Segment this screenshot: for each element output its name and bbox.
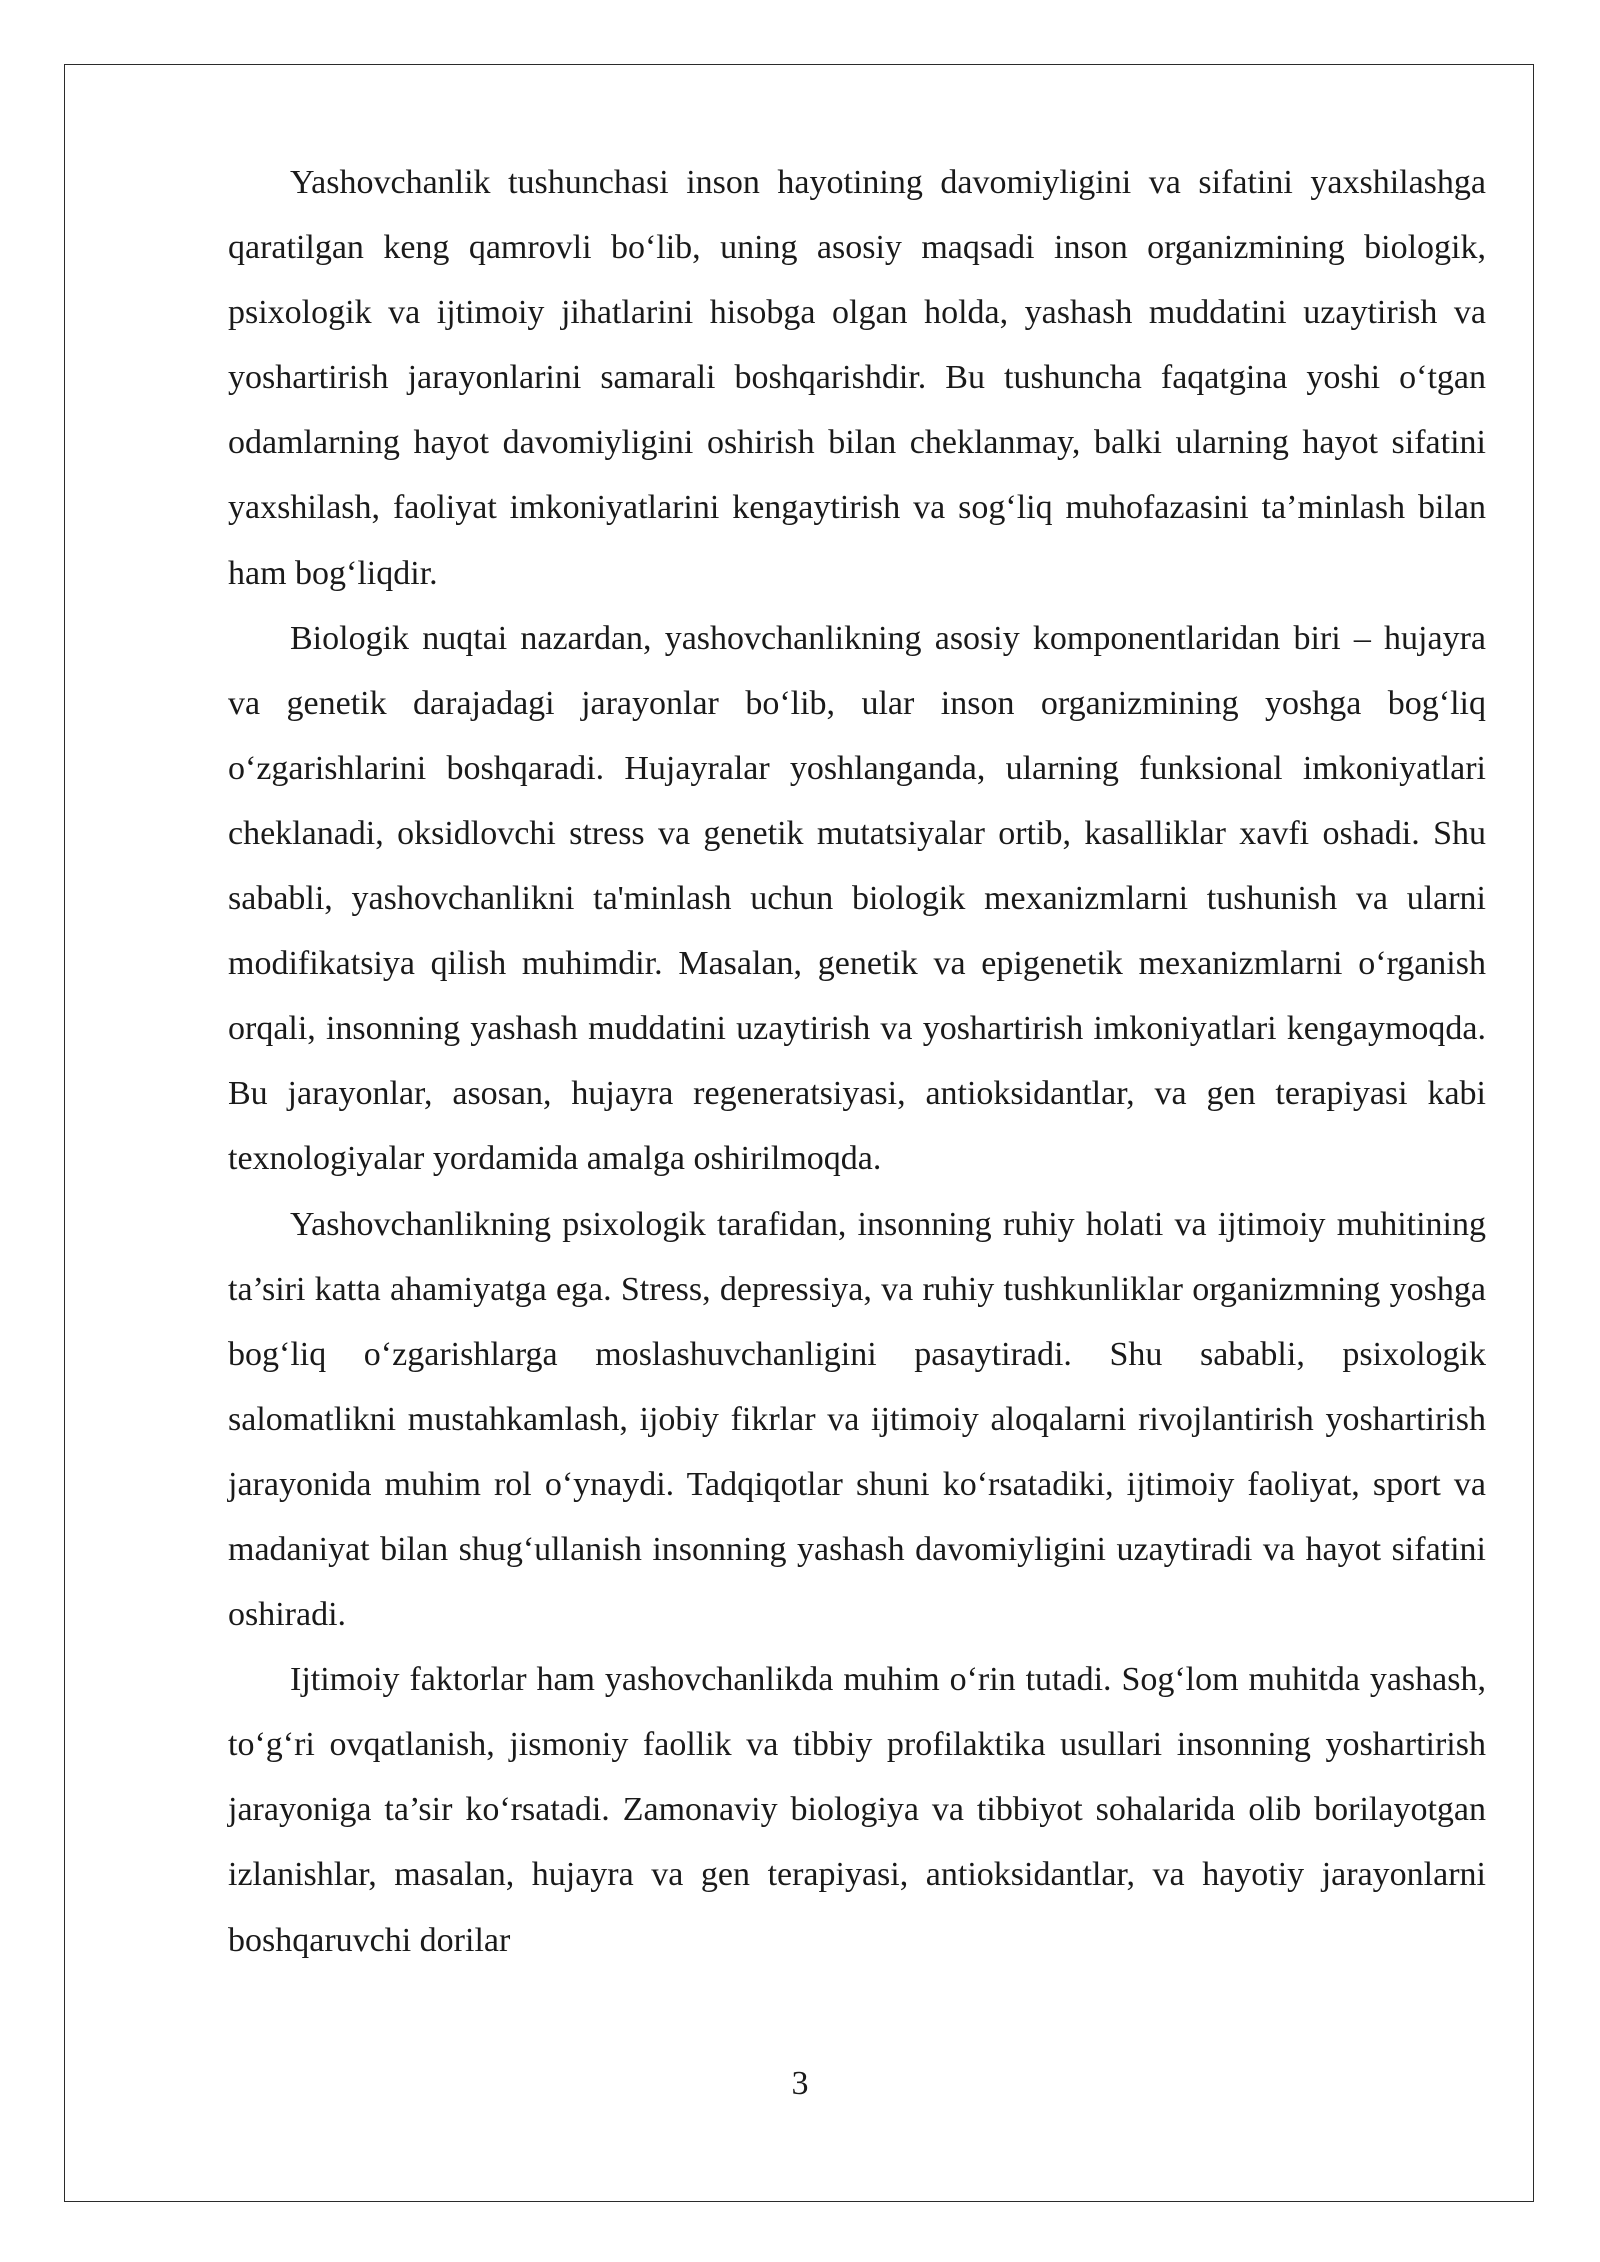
paragraph-4: Ijtimoiy faktorlar ham yashovchanlikda muhim o‘rin tutadi. Sog‘lom muhitda yashash, to‘g‘ri ovqatlanish, jismoniy faollik va tibbiy profilaktika usullari insonning yoshartirish jarayoniga ta’sir ko‘rsatadi. Zamonaviy biologiya va tibbiyot sohalarida olib borilayotgan izlanishlar, masalan, hujayra va gen terapiyasi, antioksidantlar, va hayotiy jarayonlarni boshqaruvchi dorilar bbox=[228, 1661, 1486, 1959]
paragraph-1: Yashovchanlik tushunchasi inson hayotining davomiyligini va sifatini yaxshilashga qaratilgan keng qamrovli bo‘lib, uning asosiy maqsadi inson organizmining biologik, psixologik va ijtimoiy jihatlarini hisobga olgan holda, yashash muddatini uzaytirish va yoshartirish jarayonlarini samarali boshqarishdir. Bu tushuncha faqatgina yoshi o‘tgan odamlarning hayot davomiyligini oshirish bilan cheklanmay, balki ularning hayot sifatini yaxshilash, faoliyat imkoniyatlarini kengaytirish va sog‘liq muhofazasini ta’minlash bilan ham bog‘liqdir. bbox=[228, 164, 1486, 592]
page-number: 3 bbox=[791, 2065, 809, 2102]
paragraph-3: Yashovchanlikning psixologik tarafidan, insonning ruhiy holati va ijtimoiy muhitining ta’siri katta ahamiyatga ega. Stress, depressiya, va ruhiy tushkunliklar organizmning yoshga bog‘liq o‘zgarishlarga moslashuvchanligini pasaytiradi. Shu sababli, psixologik salomatlikni mustahkamlash, ijobiy fikrlar va ijtimoiy aloqalarni rivojlantirish yoshartirish jarayonida muhim rol o‘ynaydi. Tadqiqotlar shuni ko‘rsatadiki, ijtimoiy faoliyat, sport va madaniyat bilan shug‘ullanish insonning yashash davomiyligini uzaytiradi va hayot sifatini oshiradi. bbox=[228, 1205, 1486, 1634]
paragraph-2: Biologik nuqtai nazardan, yashovchanlikning asosiy komponentlaridan biri – hujayra va genetik darajadagi jarayonlar bo‘lib, ular inson organizmining yoshga bog‘liq o‘zgarishlarini boshqaradi. Hujayralar yoshlanganda, ularning funksional imkoniyatlari cheklanadi, oksidlovchi stress va genetik mutatsiyalar ortib, kasalliklar xavfi oshadi. Shu sababli, yashovchanlikni ta'minlash uchun biologik mexanizmlarni tushunish va ularni modifikatsiya qilish muhimdir. Masalan, genetik va epigenetik mexanizmlarni o‘rganish orqali, insonning yashash muddatini uzaytirish va yoshartirish imkoniyatlari kengaymoqda. Bu jarayonlar, asosan, hujayra regeneratsiyasi, antioksidantlar, va gen terapiyasi kabi texnologiyalar yordamida amalga oshirilmoqda. bbox=[228, 619, 1486, 1178]
document-body bbox=[228, 150, 1486, 1973]
